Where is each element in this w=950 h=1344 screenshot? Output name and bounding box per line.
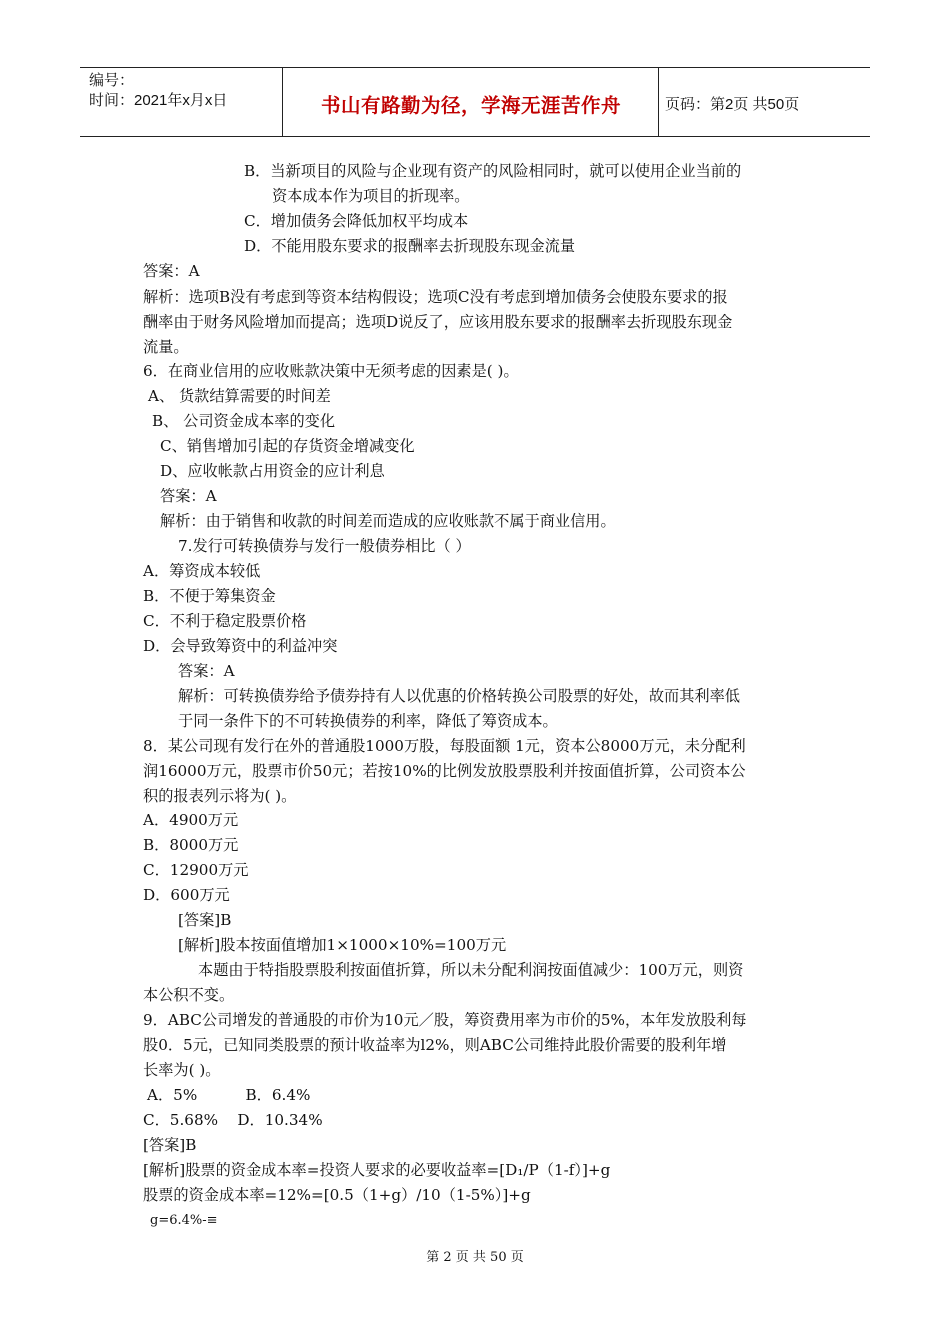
answer-line: [答案]B [178,911,232,929]
option-line: C．增加债务会降低加权平均成本 [244,212,469,230]
explanation-line: [解析]股本按面值增加1×1000×10%=100万元 [178,936,507,954]
option-line: A．筹资成本较低 [143,562,261,580]
question-line: 长率为( )。 [143,1061,221,1079]
question-line: 8．某公司现有发行在外的普通股1000万股，每股面额 1元，资本公8000万元，未分配利 [143,737,746,755]
explanation-line: 流量。 [143,338,189,356]
header-divider [658,68,659,136]
answer-line: 答案：A [178,662,235,680]
option-line: B、 公司资金成本率的变化 [152,412,336,430]
option-line: C．5.68% D．10.34% [143,1111,323,1129]
option-line: C、销售增加引起的存货资金增减变化 [160,437,415,455]
option-line: B．当新项目的风险与企业现有资产的风险相同时，就可以使用企业当前的 [244,162,742,180]
explanation-line: [解析]股票的资金成本率=投资人要求的必要收益率=[D₁/P（1-f）]+g [143,1161,611,1179]
option-line: D．会导致筹资中的利益冲突 [143,637,338,655]
option-line: A、 货款结算需要的时间差 [148,387,331,405]
option-line: 资本成本作为项目的折现率。 [272,187,470,205]
page-footer: 第 2 页 共 50 页 [426,1250,524,1265]
option-line: D．不能用股东要求的报酬率去折现股东现金流量 [244,237,576,255]
option-line: B．8000万元 [143,836,239,854]
question-line: 7.发行可转换债券与发行一般债券相比（ ） [178,537,471,555]
question-line: 积的报表列示将为( )。 [143,787,297,805]
header-motto: 书山有路勤为径，学海无涯苦作舟 [320,94,621,117]
option-line: A．4900万元 [143,811,239,829]
answer-line: 答案：A [160,487,217,505]
question-line: 6．在商业信用的应收账款决策中无须考虑的因素是( )。 [143,362,519,380]
page-header [80,67,870,137]
option-line: C．不利于稳定股票价格 [143,612,307,630]
explanation-line: 股票的资金成本率=12%=[0.5（1+g）/10（1-5%）]+g [143,1186,531,1204]
option-line: B．不便于筹集资金 [143,587,276,605]
explanation-line: 酬率由于财务风险增加而提高；选项D说反了，应该用股东要求的报酬率去折现股东现金 [143,313,733,331]
document-date: 时间：2021年x月x日 [89,92,228,109]
question-line: 润16000万元，股票市价50元；若按10%的比例发放股票股利并按面值折算，公司资本公 [143,762,746,780]
answer-line: 答案：A [143,262,200,280]
header-page-info: 页码：第2页 共50页 [665,96,800,113]
explanation-line: 于同一条件下的不可转换债券的利率，降低了筹资成本。 [178,712,558,730]
explanation-line: g=6.4%-≡ [150,1213,218,1228]
option-line: D．600万元 [143,886,230,904]
question-line: 9．ABC公司增发的普通股的市价为10元／股，筹资费用率为市价的5%，本年发放股利每 [143,1011,747,1029]
option-line: C．12900万元 [143,861,249,879]
explanation-line: 解析：选项B没有考虑到等资本结构假设；选项C没有考虑到增加债务会使股东要求的报 [143,288,728,306]
document-number-label: 编号： [89,72,135,89]
explanation-line: 本公积不变。 [143,986,235,1004]
answer-line: [答案]B [143,1136,197,1154]
explanation-line: 本题由于特指股票股利按面值折算，所以未分配利润按面值减少：100万元，则资 [198,961,744,979]
explanation-line: 解析：由于销售和收款的时间差而造成的应收账款不属于商业信用。 [160,512,616,530]
option-line: A．5% B．6.4% [147,1086,311,1104]
explanation-line: 解析：可转换债券给予债券持有人以优惠的价格转换公司股票的好处，故而其利率低 [178,687,740,705]
question-line: 股0．5元，已知同类股票的预计收益率为l2%，则ABC公司维持此股价需要的股利年增 [143,1036,727,1054]
option-line: D、应收帐款占用资金的应计利息 [160,462,385,480]
header-meta [89,71,227,111]
